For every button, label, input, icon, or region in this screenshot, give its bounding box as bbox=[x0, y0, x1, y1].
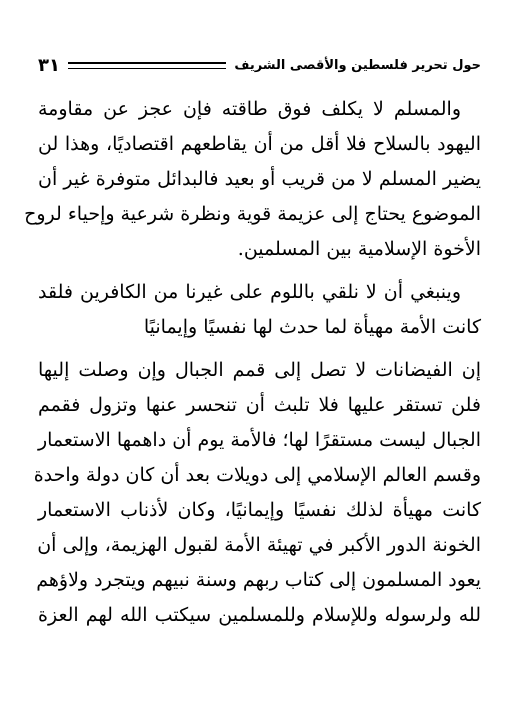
running-header bbox=[38, 52, 481, 78]
text-line: وينبغي أن لا نلقي باللوم على غيرنا من الكافرين فلقد bbox=[38, 281, 461, 303]
text-line: كانت الأمة مهيأة لما حدث لها نفسيًا وإيمانيًا bbox=[143, 316, 481, 338]
page-body bbox=[24, 92, 481, 641]
text-line: كانت مهيأة لذلك نفسيًا وإيمانيًا، وكان لأذناب الاستعمار bbox=[38, 499, 481, 521]
text-line: لله ولرسوله وللإسلام وللمسلمين سيكتب الله لهم العزة bbox=[38, 604, 481, 626]
text-line: والمسلم لا يكلف فوق طاقته فإن عجز عن مقاومة bbox=[38, 98, 461, 120]
text-line: الموضوع يحتاج إلى عزيمة قوية ونظرة شرعية وإحياء لروح bbox=[24, 203, 481, 225]
text-line: الخونة الدور الأكبر في تهيئة الأمة لقبول الهزيمة، وإلى أن bbox=[37, 534, 481, 556]
header-rule bbox=[68, 62, 226, 69]
page-number: ٣١ bbox=[38, 54, 60, 76]
paragraph bbox=[38, 275, 481, 345]
text-line: فلن تستقر عليها فلا تلبث أن تنحسر عنها وتزول فقمم bbox=[38, 394, 481, 416]
text-line: يعود المسلمون إلى كتاب ربهم وسنة نبيهم ويتجرد ولاؤهم bbox=[36, 569, 481, 591]
text-line: يضير المسلم لا من قريب أو بعيد فالبدائل متوفرة غير أن bbox=[38, 168, 481, 190]
text-line: وقسم العالم الإسلامي إلى دويلات بعد أن كان دولة واحدة bbox=[33, 464, 481, 486]
text-line: الجبال ليست مستقرًا لها؛ فالأمة يوم أن داهمها الاستعمار bbox=[37, 429, 481, 451]
running-header-title: حول تحرير فلسطين والأقصى الشريف bbox=[234, 57, 481, 73]
paragraph bbox=[33, 353, 481, 633]
text-line: إن الفيضانات لا تصل إلى قمم الجبال وإن وصلت إليها bbox=[38, 359, 481, 381]
text-line: الأخوة الإسلامية بين المسلمين. bbox=[237, 238, 481, 260]
paragraph bbox=[24, 92, 481, 267]
text-line: اليهود بالسلاح فلا أقل من أن يقاطعهم اقتصاديًا، وهذا لن bbox=[38, 133, 481, 155]
